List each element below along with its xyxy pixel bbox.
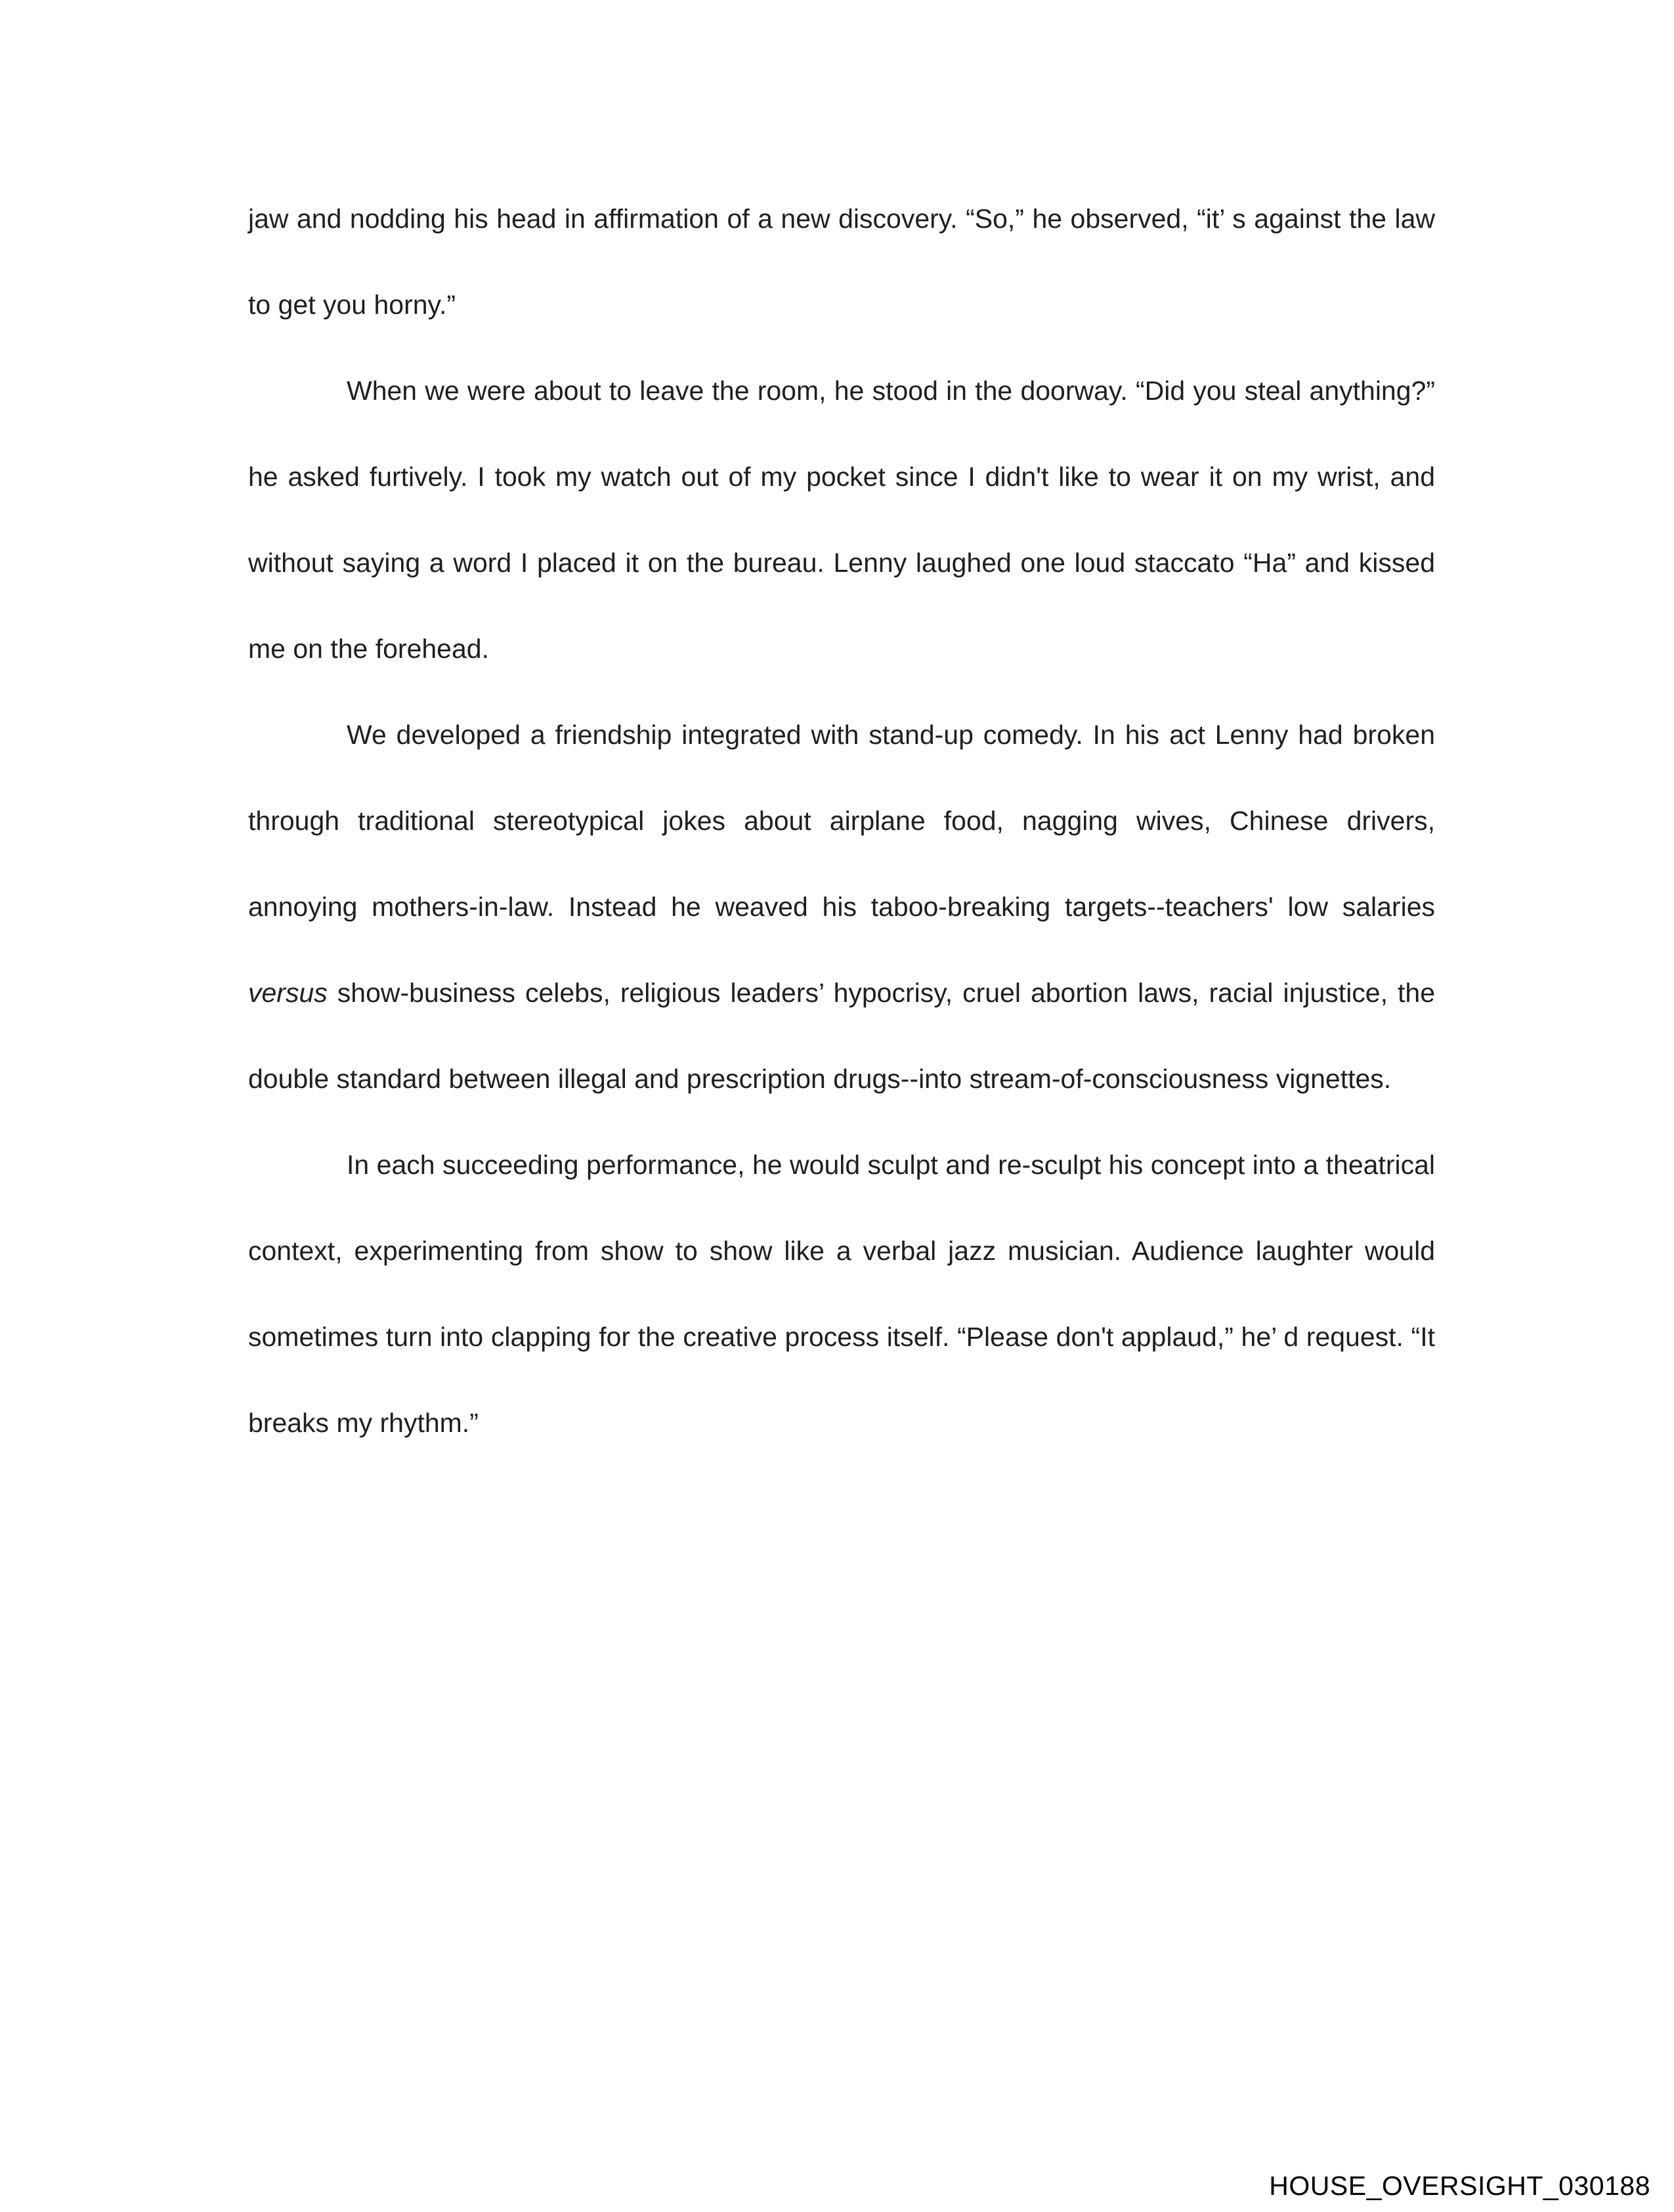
text-segment: jaw and nodding his head in affirmation of a new discovery. “So,” he observed, “it’ s against the law to get you horny.”	[248, 204, 1435, 320]
paragraph-3	[248, 692, 1435, 1122]
paragraph-2	[248, 348, 1435, 692]
text-segment: We developed a friendship integrated with stand-up comedy. In his act Lenny had broken through traditional stereotypical jokes about airplane food, nagging wives, Chinese drivers, annoying mothers-in-law. Instead he weaved his taboo-breaking targets--teachers' low salaries	[248, 720, 1435, 922]
paragraph-4	[248, 1122, 1435, 1466]
italic-word: versus	[248, 978, 328, 1008]
text-segment: When we were about to leave the room, he stood in the doorway. “Did you steal anything?” he asked furtively. I took my watch out of my pocket since I didn't like to wear it on my wrist, and without saying a word I placed it on the bureau. Lenny laughed one loud staccato “Ha” and kissed me on the forehead.	[248, 376, 1435, 664]
text-block	[248, 176, 1435, 1466]
footer-label: HOUSE_OVERSIGHT_030188	[1269, 2171, 1650, 2201]
paragraph-1	[248, 176, 1435, 348]
text-segment: In each succeeding performance, he would sculpt and re-sculpt his concept into a theatrical context, experimenting from show to show like a verbal jazz musician. Audience laughter would sometimes turn into clapping for the creative process itself. “Please don't applaud,” he’ d request. “It breaks my rhythm.”	[248, 1150, 1435, 1438]
text-segment: show-business celebs, religious leaders’ hypocrisy, cruel abortion laws, racial injustice, the double standard between illegal and prescription drugs--into stream-of-consciousness vignettes.	[248, 978, 1435, 1094]
